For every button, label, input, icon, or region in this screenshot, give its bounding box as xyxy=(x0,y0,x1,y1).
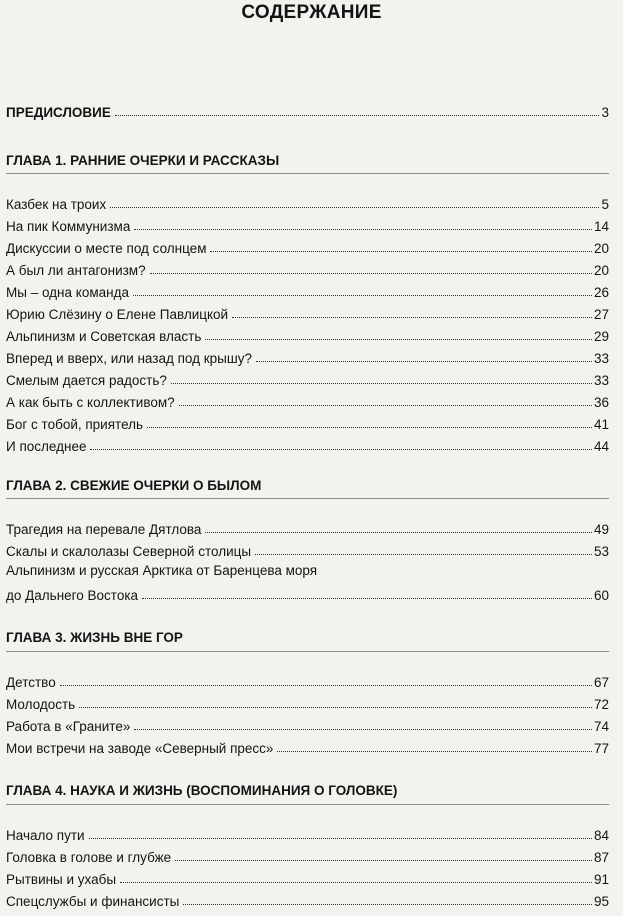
toc-entry-label: И последнее xyxy=(6,439,87,454)
toc-entry-label: Начало пути xyxy=(6,828,85,843)
leader-dots xyxy=(134,729,592,730)
leader-dots xyxy=(183,904,592,905)
toc-entry-page: 27 xyxy=(593,307,609,322)
toc-entry[interactable] xyxy=(6,414,609,432)
toc-entry-label: На пик Коммунизма xyxy=(6,219,131,234)
leader-dots xyxy=(175,860,592,861)
toc-entry[interactable] xyxy=(6,304,609,322)
toc-entry-page: 53 xyxy=(593,544,609,559)
chapter-heading: ГЛАВА 4. НАУКА И ЖИЗНЬ (ВОСПОМИНАНИЯ О ГОЛОВКЕ) xyxy=(6,783,398,798)
leader-dots xyxy=(89,838,592,839)
leader-dots xyxy=(205,532,592,533)
toc-entry[interactable] xyxy=(6,260,609,278)
toc-entry[interactable] xyxy=(6,672,609,690)
toc-entry-page: 33 xyxy=(593,373,609,388)
toc-entry[interactable] xyxy=(6,436,609,454)
toc-entry[interactable] xyxy=(6,348,609,366)
toc-entry-page: 87 xyxy=(593,850,609,865)
toc-entry[interactable] xyxy=(6,541,609,559)
toc-entry[interactable] xyxy=(6,238,609,256)
chapter-heading: ГЛАВА 3. ЖИЗНЬ ВНЕ ГОР xyxy=(6,630,183,645)
toc-entry-page: 33 xyxy=(593,351,609,366)
leader-dots xyxy=(60,685,592,686)
toc-entry[interactable] xyxy=(6,891,609,909)
section-rule xyxy=(6,804,609,805)
toc-entry-page: 5 xyxy=(601,197,609,212)
leader-dots xyxy=(150,273,592,274)
leader-dots xyxy=(171,383,592,384)
toc-entry[interactable] xyxy=(6,392,609,410)
toc-entry-label: Смелым дается радость? xyxy=(6,373,167,388)
leader-dots xyxy=(142,598,592,599)
leader-dots xyxy=(90,449,592,450)
toc-entry-label: Юрию Слёзину о Елене Павлицкой xyxy=(6,307,229,322)
leader-dots xyxy=(147,427,592,428)
toc-entry-label[interactable]: Альпинизм и русская Арктика от Баренцева моря xyxy=(6,563,318,578)
toc-entry-label: Бог с тобой, приятель xyxy=(6,417,144,432)
toc-entry-label: Головка в голове и глубже xyxy=(6,850,172,865)
leader-dots xyxy=(115,115,600,116)
toc-entry-label: Казбек на троих xyxy=(6,197,107,212)
page-title: СОДЕРЖАНИЕ xyxy=(241,2,382,23)
toc-entry-label: Вперед и вверх, или назад под крышу? xyxy=(6,351,252,366)
toc-entry-label: Молодость xyxy=(6,697,76,712)
toc-entry-page: 29 xyxy=(593,329,609,344)
toc-entry-label: Дискуссии о месте под солнцем xyxy=(6,241,207,256)
toc-entry[interactable] xyxy=(6,216,609,234)
toc-entry[interactable] xyxy=(6,825,609,843)
toc-entry[interactable] xyxy=(6,194,609,212)
toc-entry-page: 49 xyxy=(593,522,609,537)
toc-entry-label: Мои встречи на заводе «Северный пресс» xyxy=(6,741,274,756)
toc-entry-label: Мы – одна команда xyxy=(6,285,129,300)
leader-dots xyxy=(277,751,592,752)
toc-entry-page: 67 xyxy=(593,675,609,690)
leader-dots xyxy=(110,207,599,208)
toc-entry[interactable] xyxy=(6,585,609,603)
leader-dots xyxy=(134,229,592,230)
section-rule xyxy=(6,651,609,652)
toc-entry[interactable] xyxy=(6,738,609,756)
toc-entry-label: Трагедия на перевале Дятлова xyxy=(6,522,202,537)
toc-entry-label: Рытвины и ухабы xyxy=(6,872,117,887)
toc-entry-label: до Дальнего Востока xyxy=(6,588,139,603)
toc-entry-label: Работа в «Граните» xyxy=(6,719,131,734)
toc-entry-preface[interactable] xyxy=(6,102,609,120)
chapter-heading: ГЛАВА 1. РАННИЕ ОЧЕРКИ И РАССКАЗЫ xyxy=(6,153,280,168)
toc-entry-label: ПРЕДИСЛОВИЕ xyxy=(6,105,111,120)
toc-entry-page: 3 xyxy=(601,105,609,120)
toc-entry-label: Детство xyxy=(6,675,56,690)
toc-entry[interactable] xyxy=(6,519,609,537)
toc-entry[interactable] xyxy=(6,869,609,887)
section-rule xyxy=(6,173,609,174)
toc-entry-page: 60 xyxy=(593,588,609,603)
toc-entry-page: 41 xyxy=(593,417,609,432)
toc-entry[interactable] xyxy=(6,694,609,712)
leader-dots xyxy=(179,405,592,406)
leader-dots xyxy=(133,295,592,296)
chapter-heading: ГЛАВА 2. СВЕЖИЕ ОЧЕРКИ О БЫЛОМ xyxy=(6,478,262,493)
toc-entry-page: 26 xyxy=(593,285,609,300)
toc-entry-label: Скалы и скалолазы Северной столицы xyxy=(6,544,252,559)
toc-entry-page: 84 xyxy=(593,828,609,843)
toc-entry-label: Спецслужбы и финансисты xyxy=(6,894,180,909)
toc-entry-page: 72 xyxy=(593,697,609,712)
leader-dots xyxy=(256,361,592,362)
toc-entry[interactable] xyxy=(6,847,609,865)
toc-entry[interactable] xyxy=(6,326,609,344)
toc-entry-page: 20 xyxy=(593,241,609,256)
toc-entry-page: 77 xyxy=(593,741,609,756)
toc-entry-page: 20 xyxy=(593,263,609,278)
toc-entry-page: 36 xyxy=(593,395,609,410)
toc-entry-label: Альпинизм и Советская власть xyxy=(6,329,202,344)
leader-dots xyxy=(255,554,592,555)
toc-entry-page: 44 xyxy=(593,439,609,454)
leader-dots xyxy=(205,339,592,340)
toc-entry[interactable] xyxy=(6,716,609,734)
toc-entry-label: А как быть с коллективом? xyxy=(6,395,175,410)
leader-dots xyxy=(232,317,592,318)
leader-dots xyxy=(210,251,591,252)
toc-entry-page: 14 xyxy=(593,219,609,234)
toc-entry-label: А был ли антагонизм? xyxy=(6,263,146,278)
leader-dots xyxy=(79,707,592,708)
leader-dots xyxy=(120,882,592,883)
toc-entry[interactable] xyxy=(6,370,609,388)
toc-entry-page: 74 xyxy=(593,719,609,734)
section-rule xyxy=(6,498,609,499)
toc-entry-page: 91 xyxy=(593,872,609,887)
toc-entry[interactable] xyxy=(6,282,609,300)
toc-entry-page: 95 xyxy=(593,894,609,909)
